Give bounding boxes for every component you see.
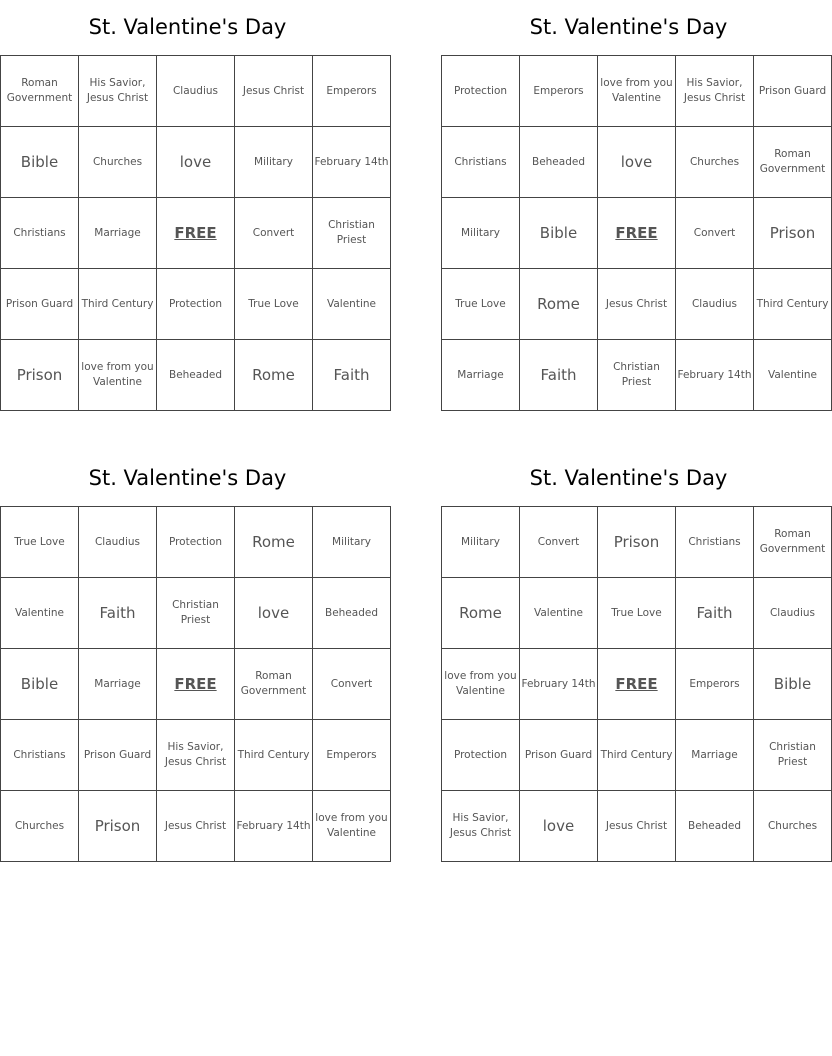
grid-cell: Christian Priest [313,198,391,269]
grid-cell: Churches [79,127,157,198]
grid-cell: Claudius [157,56,235,127]
grid-cell: Military [235,127,313,198]
grid-cell: His Savior, Jesus Christ [157,720,235,791]
grid-cell: Jesus Christ [598,269,676,340]
grid-cell: love [235,578,313,649]
grid-cell: February 14th [235,791,313,862]
grid-cell: Prison Guard [1,269,79,340]
grid-cell: love [157,127,235,198]
bingo-grid [0,506,391,862]
grid-cell: Convert [676,198,754,269]
grid-cell: Roman Government [1,56,79,127]
grid-cell: Bible [1,649,79,720]
grid-cell: True Love [235,269,313,340]
grid-cell: Christians [1,720,79,791]
free-space-cell: FREE [157,198,235,269]
grid-cell: True Love [598,578,676,649]
grid-cell: Rome [442,578,520,649]
bingo-grid [441,506,832,862]
grid-cell: Jesus Christ [157,791,235,862]
grid-cell: Christian Priest [157,578,235,649]
card-title: St. Valentine's Day [88,15,287,39]
grid-cell: February 14th [520,649,598,720]
grid-row [442,649,832,720]
grid-row [1,791,391,862]
grid-row [1,720,391,791]
grid-cell: love from you Valentine [313,791,391,862]
grid-cell: Prison [598,507,676,578]
grid-cell: Faith [520,340,598,411]
grid-cell: Marriage [79,649,157,720]
grid-cell: Bible [754,649,832,720]
grid-cell: Beheaded [676,791,754,862]
bingo-grid [441,55,832,411]
card-title: St. Valentine's Day [88,466,287,490]
grid-cell: Convert [520,507,598,578]
grid-row [442,791,832,862]
grid-cell: Jesus Christ [235,56,313,127]
grid-cell: Christians [676,507,754,578]
grid-row [1,340,391,411]
grid-cell: Bible [520,198,598,269]
grid-cell: Protection [157,269,235,340]
grid-cell: Churches [676,127,754,198]
grid-cell: Jesus Christ [598,791,676,862]
grid-cell: Beheaded [520,127,598,198]
grid-cell: Prison [1,340,79,411]
grid-row [1,578,391,649]
grid-cell: Faith [313,340,391,411]
grid-cell: Christians [1,198,79,269]
grid-cell: Marriage [79,198,157,269]
grid-cell: Military [442,507,520,578]
free-space-cell: FREE [598,649,676,720]
grid-cell: Faith [79,578,157,649]
grid-cell: Roman Government [235,649,313,720]
grid-cell: Emperors [313,720,391,791]
grid-row [1,507,391,578]
grid-row [442,198,832,269]
free-space-cell: FREE [157,649,235,720]
grid-cell: Marriage [442,340,520,411]
grid-row [1,269,391,340]
grid-cell: Rome [520,269,598,340]
grid-cell: Christian Priest [598,340,676,411]
grid-cell: Protection [442,56,520,127]
grid-cell: His Savior, Jesus Christ [676,56,754,127]
grid-cell: February 14th [676,340,754,411]
grid-cell: Christians [442,127,520,198]
grid-cell: Military [442,198,520,269]
grid-cell: Third Century [235,720,313,791]
grid-cell: Third Century [754,269,832,340]
grid-cell: True Love [1,507,79,578]
grid-cell: love from you Valentine [442,649,520,720]
grid-cell: Prison Guard [79,720,157,791]
grid-cell: Claudius [79,507,157,578]
grid-row [1,649,391,720]
grid-cell: love from you Valentine [79,340,157,411]
grid-cell: Beheaded [313,578,391,649]
card-title: St. Valentine's Day [529,466,728,490]
grid-cell: Valentine [1,578,79,649]
grid-cell: February 14th [313,127,391,198]
grid-cell: Beheaded [157,340,235,411]
grid-row [442,340,832,411]
grid-cell: Emperors [520,56,598,127]
grid-cell: Rome [235,507,313,578]
bingo-grid [0,55,391,411]
grid-row [1,127,391,198]
grid-row [442,269,832,340]
grid-cell: His Savior, Jesus Christ [79,56,157,127]
grid-cell: love [520,791,598,862]
grid-cell: Bible [1,127,79,198]
grid-cell: Emperors [676,649,754,720]
grid-cell: Valentine [313,269,391,340]
grid-row [442,56,832,127]
grid-cell: Prison Guard [754,56,832,127]
grid-cell: Convert [235,198,313,269]
grid-cell: Prison [754,198,832,269]
grid-cell: Claudius [676,269,754,340]
grid-cell: Faith [676,578,754,649]
grid-cell: Emperors [313,56,391,127]
free-space-cell: FREE [598,198,676,269]
grid-cell: Prison [79,791,157,862]
grid-cell: love from you Valentine [598,56,676,127]
grid-cell: Marriage [676,720,754,791]
grid-cell: Valentine [520,578,598,649]
grid-row [1,198,391,269]
grid-row [442,127,832,198]
grid-cell: Convert [313,649,391,720]
grid-cell: Third Century [79,269,157,340]
grid-cell: Claudius [754,578,832,649]
grid-cell: Third Century [598,720,676,791]
grid-cell: Roman Government [754,507,832,578]
grid-cell: Christian Priest [754,720,832,791]
grid-cell: Protection [442,720,520,791]
grid-cell: Prison Guard [520,720,598,791]
grid-cell: True Love [442,269,520,340]
grid-cell: His Savior, Jesus Christ [442,791,520,862]
card-title: St. Valentine's Day [529,15,728,39]
grid-row [442,507,832,578]
grid-cell: Rome [235,340,313,411]
grid-row [1,56,391,127]
grid-row [442,578,832,649]
grid-cell: Churches [754,791,832,862]
grid-cell: Churches [1,791,79,862]
grid-cell: Roman Government [754,127,832,198]
grid-cell: Valentine [754,340,832,411]
grid-cell: love [598,127,676,198]
grid-cell: Protection [157,507,235,578]
grid-cell: Military [313,507,391,578]
grid-row [442,720,832,791]
